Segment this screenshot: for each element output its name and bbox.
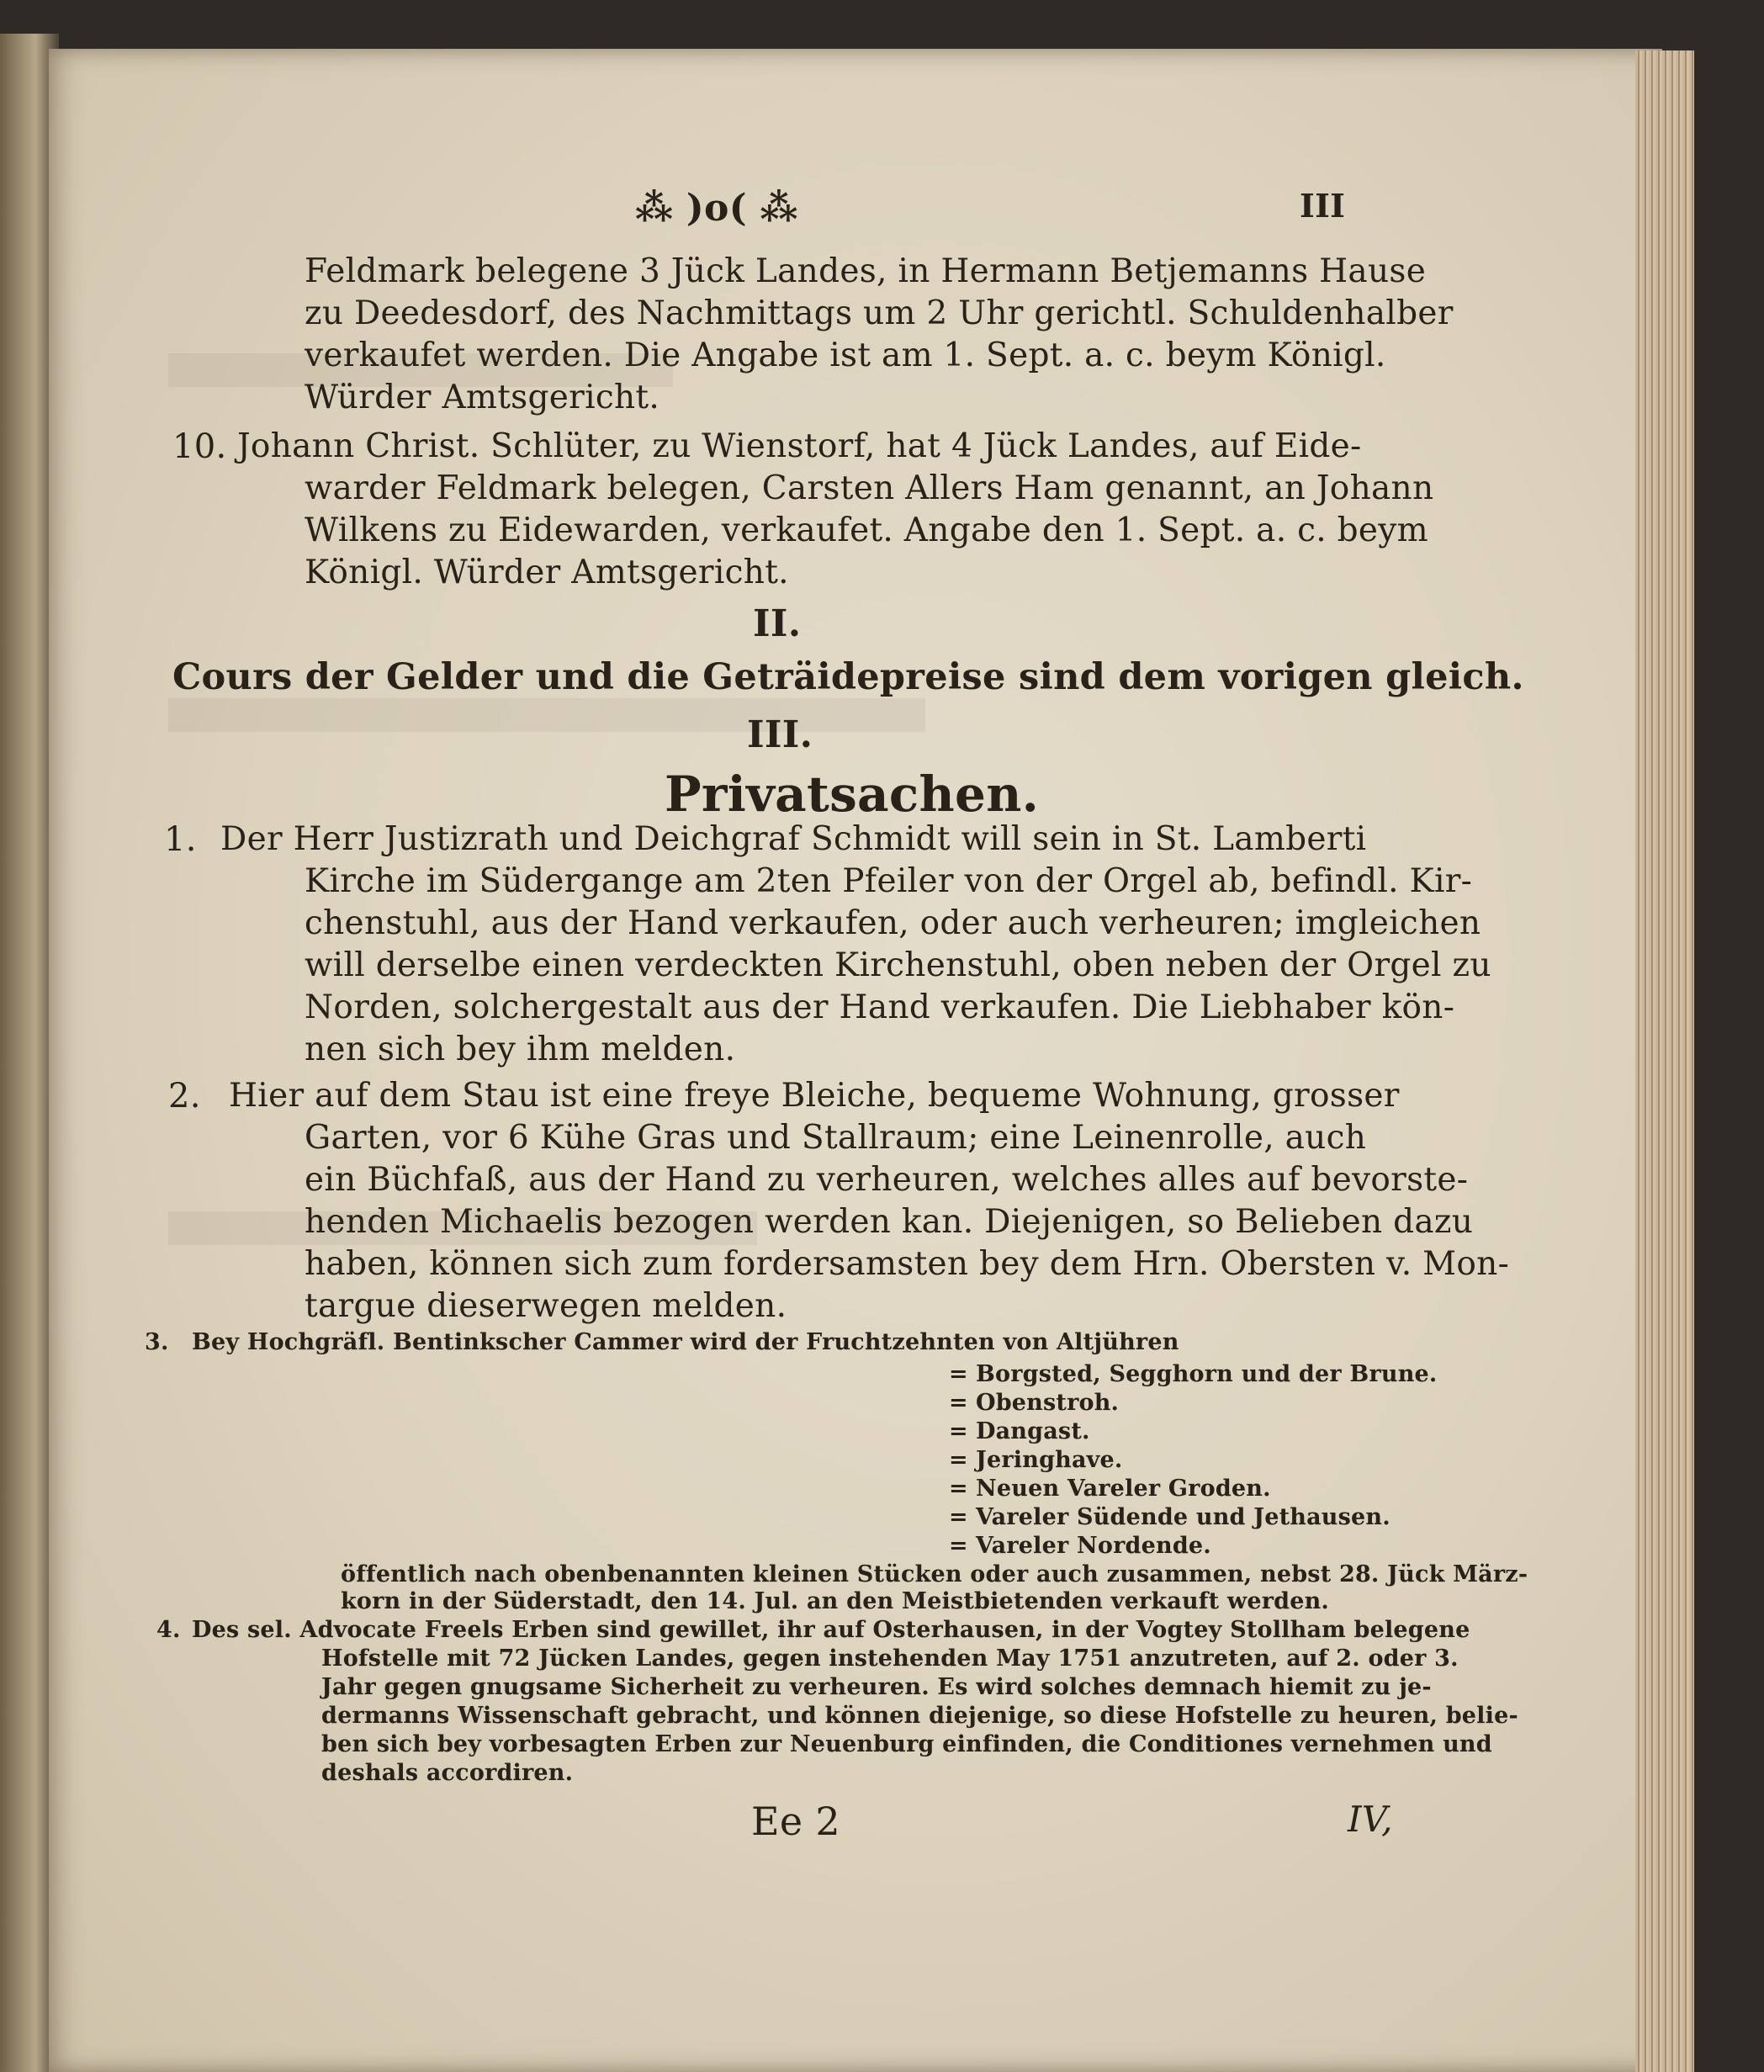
place-name: Vareler Südende und Jethausen. <box>976 1504 1391 1530</box>
text-line: nen sich bey ihm melden. <box>305 1031 736 1068</box>
ditto-mark: = <box>949 1390 968 1416</box>
ditto-mark: = <box>949 1361 968 1387</box>
text-line: Hier auf dem Stau ist eine freye Bleiche, bequeme Wohnung, grosser <box>229 1077 1400 1115</box>
place-name: Jeringhave. <box>976 1447 1123 1473</box>
text-line: ein Büchfaß, aus der Hand zu verheuren, welches alles auf bevorste- <box>305 1161 1469 1199</box>
text-line: will derselbe einen verdeckten Kirchenstuhl, oben neben der Orgel zu <box>305 946 1491 984</box>
item-number: 3. <box>145 1329 169 1355</box>
place-name: Borgsted, Segghorn und der Brune. <box>976 1361 1438 1387</box>
catchword: IV, <box>1348 1799 1393 1840</box>
section-numeral: II. <box>753 602 802 645</box>
text-line: verkaufet werden. Die Angabe ist am 1. Sept. a. c. beym Königl. <box>305 337 1386 374</box>
ditto-mark: = <box>949 1418 968 1444</box>
text-line: Wilkens zu Eidewarden, verkaufet. Angabe den 1. Sept. a. c. beym <box>305 511 1428 549</box>
item-number: 2. <box>168 1077 201 1115</box>
text-line: zu Deedesdorf, des Nachmittags um 2 Uhr gerichtl. Schuldenhalber <box>305 294 1454 332</box>
text-line: haben, können sich zum fordersamsten bey dem Hrn. Obersten v. Mon- <box>305 1245 1510 1283</box>
section-heading: Privatsachen. <box>665 766 1040 823</box>
section-heading: Cours der Gelder und die Geträidepreise sind dem vorigen gleich. <box>172 656 1524 698</box>
text-line: Norden, solchergestalt aus der Hand verkaufen. Die Liebhaber kön- <box>305 988 1455 1026</box>
ditto-mark: = <box>949 1504 968 1530</box>
text-line: Würder Amtsgericht. <box>305 379 660 416</box>
text-line: Johann Christ. Schlüter, zu Wienstorf, hat 4 Jück Landes, auf Eide- <box>237 427 1362 465</box>
text-line: targue dieserwegen melden. <box>305 1287 787 1325</box>
text-line: deshals accordiren. <box>321 1760 574 1786</box>
text-line: warder Feldmark belegen, Carsten Allers Ham genannt, an Johann <box>305 469 1434 507</box>
text-line: ben sich bey vorbesagten Erben zur Neuenburg einfinden, die Conditiones vernehmen und <box>321 1731 1492 1757</box>
text-line: henden Michaelis bezogen werden kan. Diejenigen, so Belieben dazu <box>305 1203 1474 1241</box>
text-line: Königl. Würder Amtsgericht. <box>305 554 789 591</box>
item-number: 4. <box>156 1617 181 1643</box>
text-line: korn in der Süderstadt, den 14. Jul. an den Meistbietenden verkauft werden. <box>341 1588 1330 1614</box>
ditto-mark: = <box>949 1476 968 1502</box>
header-ornament: ⁂ )o( ⁂ <box>635 187 798 230</box>
item-number: 1. <box>164 820 197 859</box>
text-line: Hofstelle mit 72 Jücken Landes, gegen instehenden May 1751 anzutreten, auf 2. oder 3. <box>321 1645 1459 1672</box>
text-line: Jahr gegen gnugsame Sicherheit zu verheuren. Es wird solches demnach hiemit zu je- <box>321 1674 1432 1700</box>
text-line: dermanns Wissenschaft gebracht, und können diejenige, so diese Hofstelle zu heuren, belie- <box>321 1703 1518 1729</box>
ditto-mark: = <box>949 1447 968 1473</box>
page-number: III <box>1300 187 1346 225</box>
text-line: öffentlich nach obenbenannten kleinen Stücken oder auch zusammen, nebst 28. Jück März- <box>341 1561 1528 1587</box>
text-line: Feldmark belegene 3 Jück Landes, in Hermann Betjemanns Hause <box>305 252 1427 290</box>
signature-mark: Ee 2 <box>751 1799 840 1844</box>
place-name: Obenstroh. <box>976 1390 1120 1416</box>
place-name: Vareler Nordende. <box>976 1533 1211 1559</box>
place-name: Neuen Vareler Groden. <box>976 1476 1271 1502</box>
text-line: chenstuhl, aus der Hand verkaufen, oder auch verheuren; imgleichen <box>305 904 1481 942</box>
place-name: Dangast. <box>976 1418 1090 1444</box>
section-numeral: III. <box>747 713 813 756</box>
text-line: Der Herr Justizrath und Deichgraf Schmidt will sein in St. Lamberti <box>220 820 1367 858</box>
text-line: Garten, vor 6 Kühe Gras und Stallraum; eine Leinenrolle, auch <box>305 1119 1367 1157</box>
ditto-mark: = <box>949 1533 968 1559</box>
text-line: Bey Hochgräfl. Bentinkscher Cammer wird der Fruchtzehnten von Altjühren <box>192 1329 1179 1355</box>
right-page-edges <box>1635 50 1694 2072</box>
entry-number: 10. <box>172 427 227 466</box>
text-line: Kirche im Südergange am 2ten Pfeiler von der Orgel ab, befindl. Kir- <box>305 862 1473 900</box>
text-line: Des sel. Advocate Freels Erben sind gewillet, ihr auf Osterhausen, in der Vogtey Stollham belegene <box>192 1617 1470 1643</box>
